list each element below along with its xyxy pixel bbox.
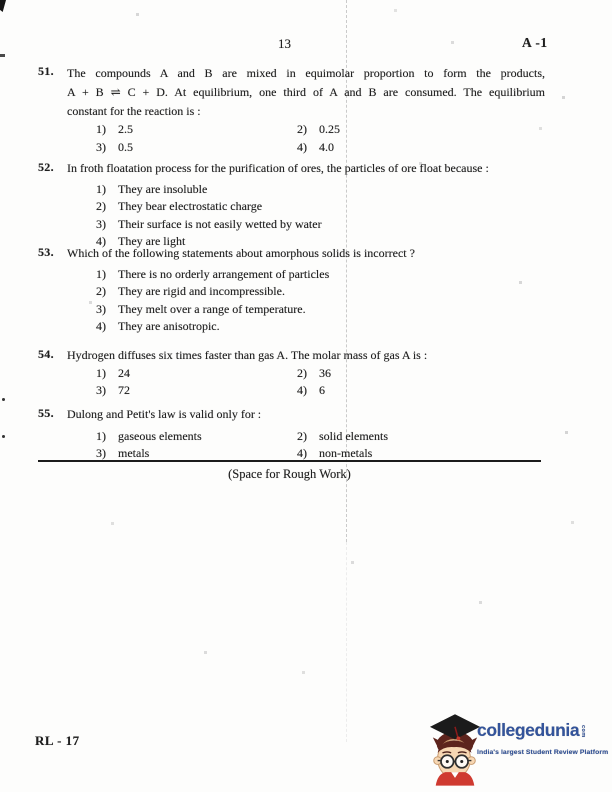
option-text: They are anisotropic. [118,319,220,334]
option-text: They are light [118,234,186,249]
brand-tagline: India's largest Student Review Platform [477,749,609,756]
options [96,181,594,251]
rough-work-label: (Space for Rough Work) [228,467,351,481]
question-number: 52. [38,160,54,174]
option-1 [96,428,297,446]
option-label: 2) [96,199,106,214]
scan-edge-dot [2,435,5,438]
option-text: They bear electrostatic charge [118,199,263,214]
option-label: 4) [96,234,106,249]
option-4 [96,318,594,336]
option-label: 2) [297,428,307,443]
brand-wordmark [477,720,586,741]
question-53 [38,245,594,336]
option-1 [96,365,297,383]
options [96,365,594,400]
question-text [67,347,594,365]
mascot-icon [428,712,482,786]
options [96,428,594,463]
question-text [67,64,594,121]
page-number: 13 [278,36,291,51]
rough-work-divider [38,460,541,462]
brand-suffix: com [580,725,587,738]
question-text-line: Hydrogen diffuses six times faster than gas A. The molar mass of gas A is : [67,348,428,362]
booklet-set-code: A -1 [522,35,548,50]
option-3 [96,139,297,157]
option-2 [297,121,594,139]
option-label: 2) [96,284,106,299]
question-51 [38,64,594,156]
option-2 [297,365,594,383]
option-label: 4) [297,446,307,461]
question-52 [38,160,594,251]
option-2 [96,283,594,301]
option-label: 2) [297,365,307,380]
option-label: 4) [297,383,307,398]
option-label: 1) [96,428,106,443]
option-label: 3) [96,383,106,398]
option-4 [297,382,594,400]
option-1 [96,266,594,284]
option-label: 3) [96,446,106,461]
question-text [67,406,594,424]
question-text-line: The compounds A and B are mixed in equimolar proportion to form the products, [67,66,545,80]
question-54 [38,347,594,400]
option-text: There is no orderly arrangement of particles [118,266,330,281]
question-number: 54. [38,347,54,361]
option-text: Their surface is not easily wetted by water [118,216,322,231]
option-label: 4) [297,139,307,154]
question-number: 53. [38,245,54,259]
option-text: They melt over a range of temperature. [118,301,306,316]
question-number: 55. [38,406,54,420]
scan-corner-artifact [0,0,6,12]
option-2 [297,428,594,446]
option-text: gaseous elements [118,428,202,443]
option-text: 24 [118,365,130,380]
scan-edge-dot [2,398,5,401]
option-label: 4) [96,319,106,334]
option-text: non-metals [319,446,373,461]
collegedunia-logo [425,706,610,790]
question-text-line: In froth floatation process for the purification of ores, the particles of ore float because : [67,161,489,175]
options [96,266,594,336]
option-text: metals [118,446,150,461]
option-label: 2) [297,122,307,136]
question-text [67,160,594,178]
option-text: 6 [319,383,325,398]
brand-text: collegedunia [477,720,580,740]
options [96,121,594,156]
option-text: 72 [118,383,130,398]
option-1 [96,121,297,139]
option-label: 3) [96,139,106,154]
question-55 [38,406,594,463]
option-3 [96,382,297,400]
option-label: 1) [96,181,106,196]
option-text: 36 [319,365,331,380]
option-3 [96,301,594,319]
option-label: 1) [96,266,106,281]
scan-noise [0,0,1,1]
option-text: 0.5 [118,139,133,154]
question-text-line: Dulong and Petit's law is valid only for : [67,407,262,421]
option-text: They are insoluble [118,181,208,196]
option-label: 3) [96,216,106,231]
booklet-code: RL - 17 [35,733,80,748]
option-text: 0.25 [319,122,340,136]
option-2 [96,198,594,216]
scan-edge-artifact [0,54,5,57]
option-3 [96,216,594,234]
question-text-line: A + B ⇌ C + D. At equilibrium, one third of A and B are consumed. The equilibrium [67,85,545,99]
option-label: 1) [96,365,106,380]
option-1 [96,181,594,199]
question-text-line: Which of the following statements about amorphous solids is incorrect ? [67,246,415,260]
option-label: 1) [96,122,106,136]
option-label: 3) [96,301,106,316]
question-text-line: constant for the reaction is : [67,104,201,118]
option-text: 2.5 [118,122,133,136]
question-number: 51. [38,64,54,78]
option-text: 4.0 [319,139,334,154]
option-4 [297,139,594,157]
page-fold-line-lower [346,542,347,742]
question-text [67,245,594,263]
option-text: solid elements [319,428,388,443]
option-text: They are rigid and incompressible. [118,284,285,299]
